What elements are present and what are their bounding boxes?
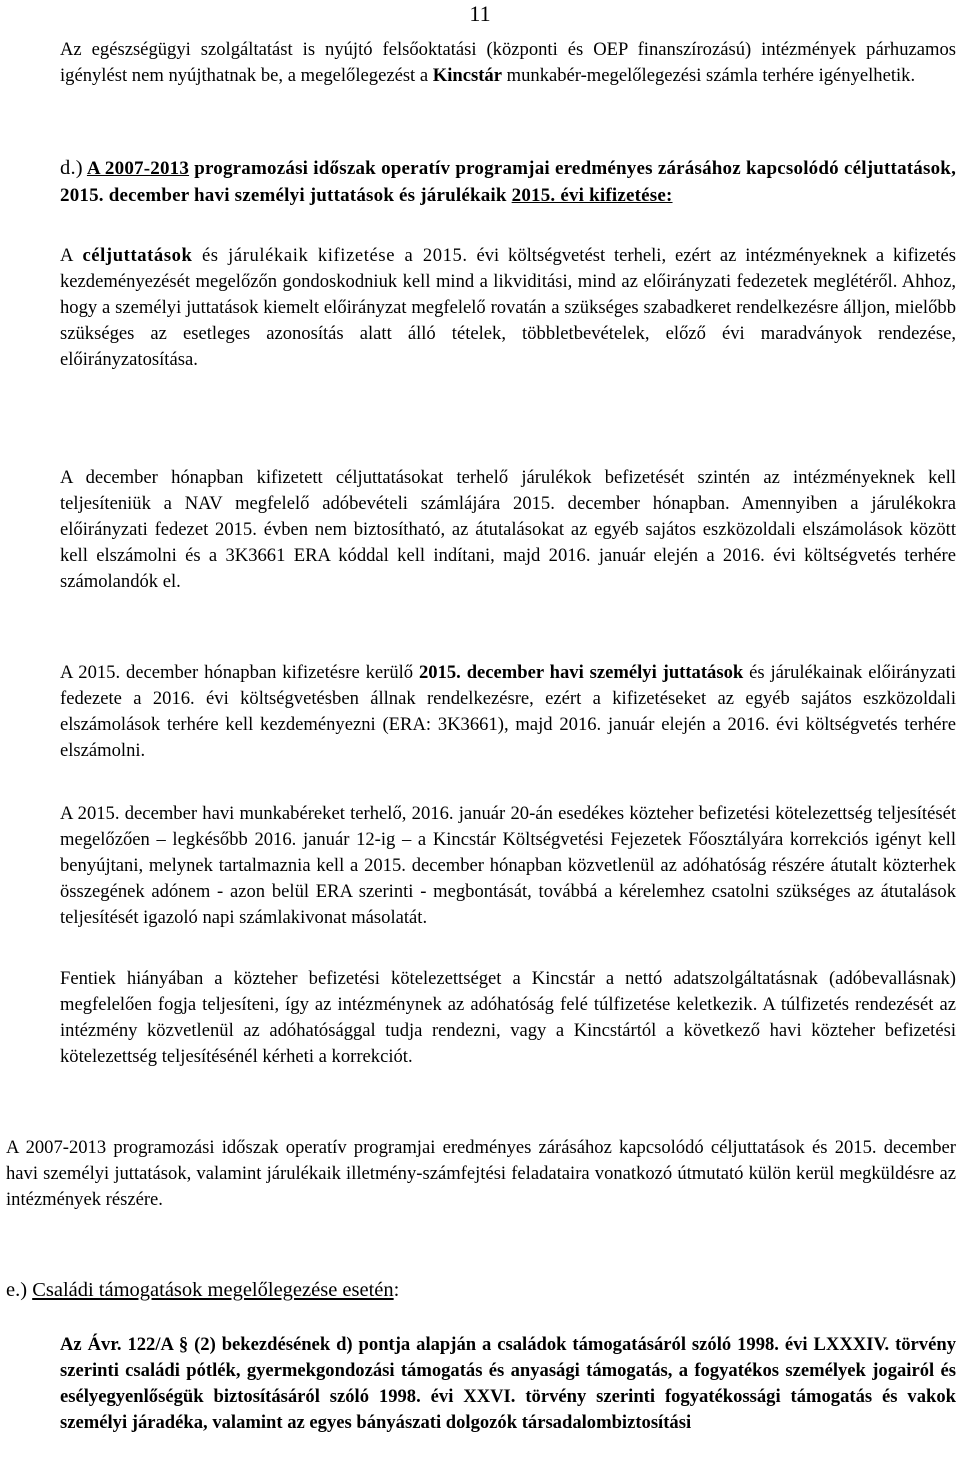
para3-bold: 2015. december havi személyi juttatások <box>418 662 744 683</box>
para1-rest: évi költségvetést terheli, ezért az intézményeknek a kifizetés kezdeményezését megelőzőn gondoskodniuk kell mind a likviditási, mind az előirányzati fedezetek meglétéről. Ahhoz, hogy a személyi juttatások kiemelt előirányzat megfelelő rovatán a szükséges szabadkeret rendelkezésre álljon, mielőbb szükséges az esetleges azonosítás alatt álló tételek, többletbevételek, előző évi maradványok rendezése, előirányzatosítása. <box>60 245 956 371</box>
para5-text: Fentiek hiányában a közteher befizetési kötelezettséget a Kincstár a nettó adatszolgáltatásnak (adóbevallásnak) megfelelően fogja teljesíteni, így az intézménynek az adóhatóság felé túlfizetése keletkezik. A túlfizetés rendezését az intézmény közvetlenül az adóhatósággal tudja rendezni, vagy a Kincstártól a következő havi közteher befizetési kötelezettség teljesítésénél kérheti a korrekciót. <box>60 968 956 1068</box>
section-d-title-end: 2015. évi kifizetése: <box>511 185 673 206</box>
para1-bold: céljuttatások <box>82 245 193 266</box>
section-e-heading <box>6 1276 956 1304</box>
intro-text-2: munkabér-megelőlegezési számla terhére igényelhetik. <box>501 65 916 87</box>
para1-lead-b: és járulékaik kifizetése a 2015. <box>192 245 468 266</box>
section-e-title: Családi támogatások megelőlegezése esetén <box>32 1279 394 1301</box>
paragraph-munkaberek <box>60 801 956 931</box>
section-e-colon: : <box>393 1279 400 1301</box>
section-d-label: d.) <box>60 157 83 179</box>
intro-kincstar: Kincstár <box>432 65 502 87</box>
paragraph-jarulekok <box>60 465 956 595</box>
paragraph-utmutato <box>6 1135 956 1213</box>
para1-lead-a: A <box>60 245 83 266</box>
section-d-title-rest: programozási időszak operatív programjai eredményes zárásához kapcsolódó céljuttatások, 2015. december havi személyi juttatások és járulékaik <box>60 158 957 206</box>
paragraph-december-kifizetes <box>60 660 956 764</box>
page-number: 11 <box>469 1 491 26</box>
para2-text: A december hónapban kifizetett céljuttatásokat terhelő járulékok befizetését szintén az intézményeknek kell teljesíteniük a NAV megfelelő adóbevételi számlájára 2015. december hónapban. Amennyiben a járulékokra előirányzati fedezet 2015. évben nem biztosítható, az átutalásokat az egyéb sajátos eszközoldali elszámolások között kell elszámolni és a 3K3661 ERA kóddal kell indítani, majd 2016. január elején a 2016. évi költségvetés terhére számolandók el. <box>60 467 956 593</box>
intro-paragraph <box>60 37 956 89</box>
para6-text: A 2007-2013 programozási időszak operatív programjai eredményes zárásához kapcsolódó céljuttatások és 2015. december havi személyi juttatások, valamint járulékaik illetmény-számfejtési feladataira vonatkozó útmutató külön kerül megküldésre az intézmények részére. <box>6 1137 956 1211</box>
paragraph-fentiek <box>60 966 956 1070</box>
para3-a: A 2015. december hónapban kifizetésre kerülő <box>60 662 419 683</box>
paragraph-avr <box>60 1332 956 1436</box>
section-d-heading <box>60 155 956 209</box>
paragraph-celjuttatasok <box>60 243 956 373</box>
para4-text: A 2015. december havi munkabéreket terhelő, 2016. január 20-án esedékes közteher befizetési kötelezettség teljesítését megelőzően – legkésőbb 2016. január 12-ig – a Kincstár Költségvetési Fejezetek Főosztályára korrekciós igényt kell benyújtani, melynek tartalmaznia kell a 2015. december hónapban közvetlenül az adóhatóság részére átutalt közterhek összegének adónem - azon belül ERA szerinti - megbontását, továbbá a kérelemhez csatolni szükséges az átutalások teljesítését igazoló napi számlakivonat másolatát. <box>60 803 956 929</box>
section-d-title-underlined: A 2007-2013 <box>86 158 190 179</box>
para3-b: és járulékainak előirányzati fedezete a 2016. évi költségvetésben állnak rendelkezésre, ezért a kifizetéseket az egyéb sajátos eszközoldali elszámolások terhére kell kezdeményezni (ERA: 3K3661), majd 2016. január elején a 2016. évi költségvetés terhére elszámolni. <box>60 662 956 762</box>
intro-text-1: Az egészségügyi szolgáltatást is nyújtó felsőoktatási (központi és OEP finanszírozású) intézmények párhuzamos igénylést nem nyújthatnak be, a megelőlegezést a <box>60 39 956 87</box>
section-e-label: e.) <box>6 1279 28 1301</box>
para7-text: Az Ávr. 122/A § (2) bekezdésének d) pontja alapján a családok támogatásáról szóló 1998. évi LXXXIV. törvény szerinti családi pótlék, gyermekgondozási támogatás és anyasági támogatás, a fogyatékos személyek jogairól és esélyegyenlőségük biztosításáról szóló 1998. évi XXVI. törvény szerinti fogyatékossági támogatás és vakok személyi járadéka, valamint az egyes bányászati dolgozók társadalombiztosítási <box>60 1334 956 1434</box>
